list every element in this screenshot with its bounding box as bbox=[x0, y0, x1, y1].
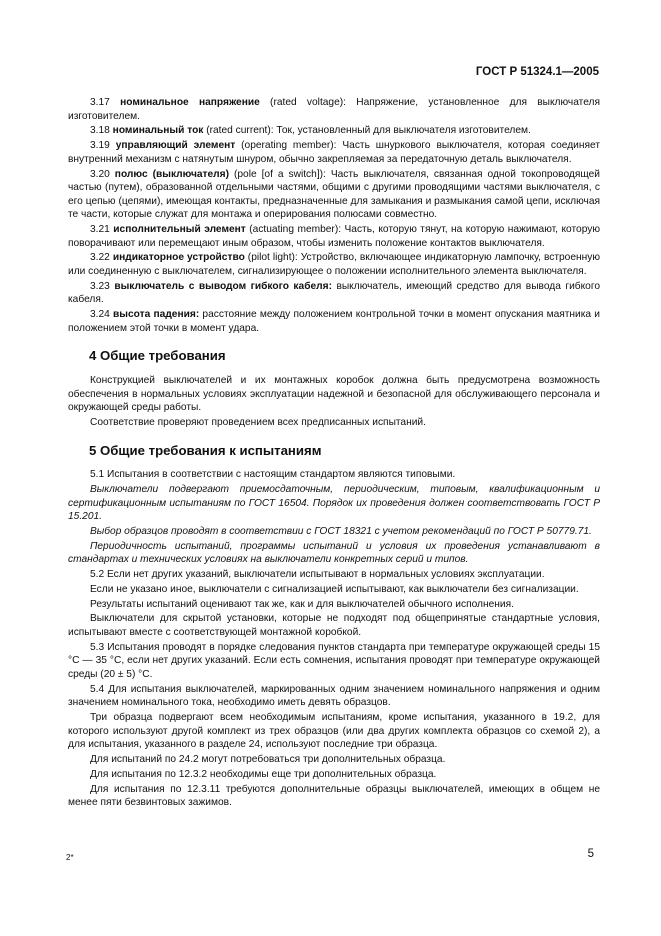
definition-number: 3.24 bbox=[90, 309, 110, 321]
section-5-paragraph: 5.3 Испытания проводят в порядке следования пунктов стандарта при температуре окружающей среды 15 °С — 35 °С, если нет других указаний. Если есть сомнения, испытания проводят при температуре окружающей среды (20 ± 5) °С. bbox=[68, 641, 600, 680]
definition-item bbox=[68, 308, 600, 335]
definition-text: (pole [of a switch]): Часть выключателя, связанная одной токопроводящей частью (путем), образованной отдельными частями, общими с другими проводящими частями выключателя, с его цепью (цепями), имеющая контакты, предназначенные для замыкания и размыкания самой цепи, исключая те части, которые служат для монтажа и оперирования полюсами совместно. bbox=[68, 168, 600, 221]
definition-text: (operating member): Часть шнуркового выключателя, которая соединяет внутренний механизм с натянутым шнуром, обычно закрепляемая за передаточную деталь выключателя. bbox=[68, 140, 600, 165]
section-5-paragraph: 5.2 Если нет других указаний, выключатели испытывают в нормальных условиях эксплуатации. bbox=[90, 569, 545, 581]
section-5-paragraph: Если не указано иное, выключатели с сигнализацией испытывают, как выключатели без сигнализации. bbox=[90, 583, 579, 595]
section-5-paragraph: Выбор образцов проводят в соответствии с ГОСТ 18321 с учетом рекомендаций по ГОСТ Р 50779.71. bbox=[90, 525, 592, 537]
definition-term: индикаторное устройство bbox=[112, 252, 245, 264]
definition-item bbox=[68, 251, 600, 278]
definition-term: высота падения: bbox=[113, 309, 200, 321]
definition-item bbox=[68, 280, 600, 307]
section-5-paragraph: Результаты испытаний оценивают так же, как и для выключателей обычного исполнения. bbox=[90, 598, 514, 610]
section-4-title: 4 Общие требования bbox=[89, 348, 226, 364]
definition-number: 3.20 bbox=[90, 168, 110, 180]
definition-item bbox=[68, 96, 600, 123]
definition-number: 3.23 bbox=[90, 280, 110, 292]
page-content bbox=[68, 96, 600, 811]
definition-text: расстояние между положением контрольной точки в момент опускания маятника и положением этой точки в момент удара. bbox=[68, 309, 600, 334]
definition-term: номинальный ток bbox=[112, 125, 204, 137]
definition-term: управляющий элемент bbox=[115, 140, 236, 152]
section-5-paragraph: 5.4 Для испытания выключателей, маркированных одним значением номинального напряжения и одним значением номинального тока, необходимо иметь девять образцов. bbox=[68, 683, 600, 709]
definition-text: (rated current): Ток, установленный для выключателя изготовителем. bbox=[203, 125, 531, 137]
section-5-paragraph: Периодичность испытаний, программы испытаний и условия их проведения устанавливают в стандартах и технических условиях на выключатели конкретных серий и типов. bbox=[68, 540, 600, 566]
section-4-paragraph: Конструкцией выключателей и их монтажных коробок должна быть предусмотрена возможность обеспечения в нормальных условиях эксплуатации надежной и безопасной для обслуживающего персонала и окружающей среды работы. bbox=[68, 375, 600, 414]
definition-text: (actuating member): Часть, которую тянут, на которую нажимают, которую поворачивают или перемещают иным образом, чтобы изменить положение контактов выключателя. bbox=[68, 224, 600, 249]
section-5-paragraph: Для испытания по 12.3.11 требуются дополнительные образцы выключателей, имеющих в общем не менее пяти безвинтовых зажимов. bbox=[68, 783, 600, 809]
definition-number: 3.19 bbox=[90, 140, 110, 152]
definition-item bbox=[68, 139, 600, 166]
definition-number: 3.21 bbox=[90, 224, 110, 236]
definition-term: номинальное напряжение bbox=[120, 97, 260, 108]
section-5-paragraph: Для испытания по 12.3.2 необходимы еще три дополнительных образца. bbox=[90, 768, 437, 780]
section-4-paragraph: Соответствие проверяют проведением всех предписанных испытаний. bbox=[90, 416, 426, 428]
section-5-paragraph: 5.1 Испытания в соответствии с настоящим стандартом являются типовыми. bbox=[90, 469, 456, 481]
section-5-paragraph: Три образца подвергают всем необходимым испытаниям, кроме испытания, указанного в 19.2, для которого используют другой комплект из трех образцов (или два других комплекта образцов со схемой 2), а для испытания, указанного в разделе 24, используют последние три образца. bbox=[68, 712, 600, 751]
definition-number: 3.18 bbox=[90, 125, 110, 137]
definition-item bbox=[68, 223, 600, 250]
definition-term: полюс (выключателя) bbox=[114, 168, 229, 180]
definition-text: выключатель, имеющий средство для вывода гибкого кабеля. bbox=[68, 280, 600, 306]
standard-code-header: ГОСТ Р 51324.1—2005 bbox=[475, 66, 599, 78]
section-5-title: 5 Общие требования к испытаниям bbox=[89, 442, 322, 458]
section-5-paragraph: Выключатели подвергают приемосдаточным, периодическим, типовым, квалификационным и сертификационным испытаниям по ГОСТ 16504. Порядок их проведения должен соответствовать ГОСТ Р 15.201. bbox=[68, 483, 600, 523]
definition-term: выключатель с выводом гибкого кабеля: bbox=[114, 280, 332, 292]
definition-item bbox=[68, 124, 600, 138]
definition-text: (rated voltage): Напряжение, установленное для выключателя изготовителем. bbox=[68, 97, 600, 122]
section-5-paragraph: Для испытаний по 24.2 могут потребоваться три дополнительных образца. bbox=[90, 754, 446, 766]
section-5-paragraph: Выключатели для скрытой установки, которые не подходят под общепринятые стандартные условия, испытывают вместе с соответствующей монтажной коробкой. bbox=[68, 613, 600, 638]
definition-term: исполнительный элемент bbox=[113, 224, 246, 236]
definition-number: 3.22 bbox=[90, 252, 110, 264]
sheet-mark: 2* bbox=[66, 853, 74, 862]
definition-text: (pilot light): Устройство, включающее индикаторную лампочку, встроенную или соединенную с выключателем, сигнализирующее о положении исполнительного элемента выключателя. bbox=[68, 252, 601, 278]
definition-number: 3.17 bbox=[90, 97, 110, 108]
definition-item bbox=[68, 168, 600, 222]
definitions-list bbox=[68, 96, 600, 335]
page-number: 5 bbox=[587, 848, 594, 860]
